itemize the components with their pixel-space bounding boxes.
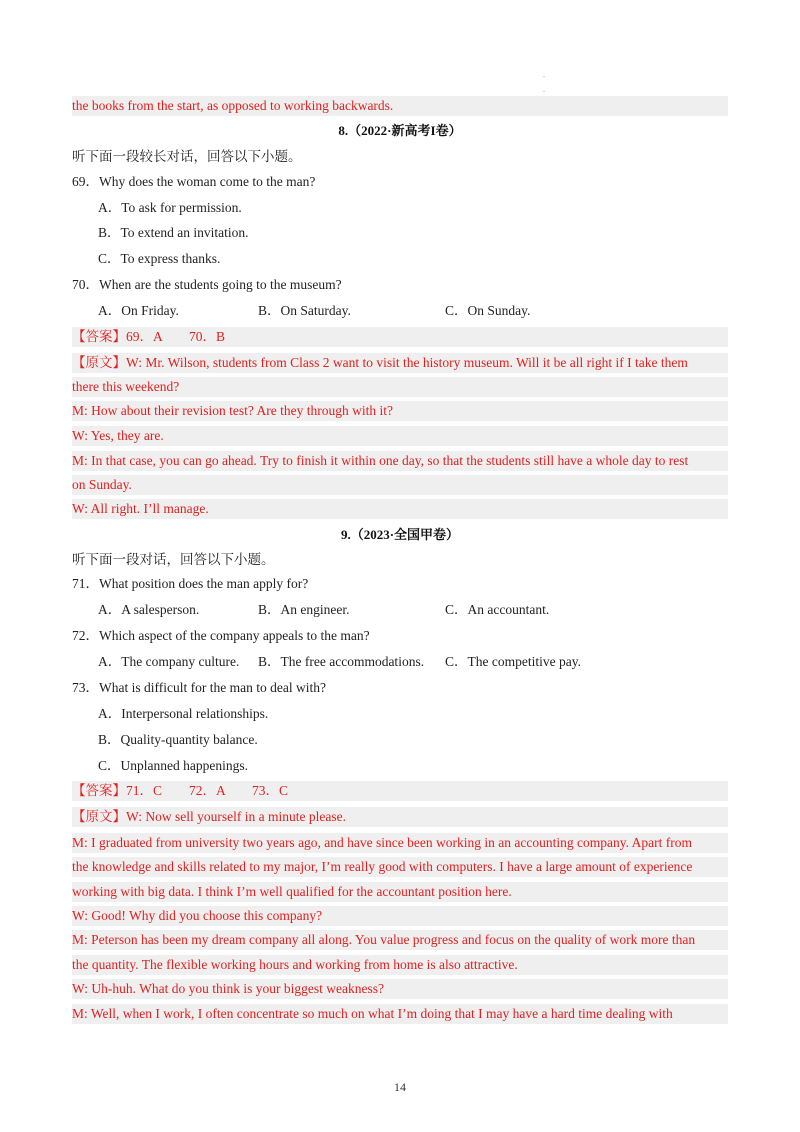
option: B．An engineer. [258,602,350,617]
transcript-line: M: How about their revision test? Are they through with it? [72,401,728,421]
transcript-line: the knowledge and skills related to my major, I’m really good with computers. I have a large amount of experience [72,857,728,877]
question-stem: 69．Why does the woman come to the man? [72,174,316,189]
section-heading: 9.（2023·全国甲卷） [340,527,460,542]
transcript-line: M: I graduated from university two years ago, and have since been working in an accounting company. Apart from [72,833,728,853]
option: A．A salesperson. [98,602,200,617]
question-stem: 73．What is difficult for the man to deal with? [72,680,326,695]
transcript-line: there this weekend? [72,377,728,397]
option: A．Interpersonal relationships. [98,706,269,721]
section-heading: 8.（2022·新高考I卷） [338,123,462,138]
transcript-line: W: Good! Why did you choose this company? [72,906,728,926]
option: B．To extend an invitation. [98,225,249,240]
page-number: 14 [394,1080,406,1094]
transcript-line: M: In that case, you can go ahead. Try to finish it within one day, so that the students still have a whole day to rest [72,451,728,471]
question-stem: 72．Which aspect of the company appeals to the man? [72,628,370,643]
option: C．Unplanned happenings. [98,758,248,773]
transcript-line: W: Uh-huh. What do you think is your biggest weakness? [72,979,728,999]
option: B．The free accommodations. [258,654,425,669]
transcript-line: on Sunday. [72,475,728,495]
option: C．To express thanks. [98,251,221,266]
transcript-line: the quantity. The flexible working hours and working from home is also attractive. [72,955,728,975]
stray-mark: . [543,70,545,79]
option: C．On Sunday. [445,303,531,318]
option: B．Quality-quantity balance. [98,732,258,747]
option: C．The competitive pay. [445,654,581,669]
answer-line: 【答案】69．A 70．B [72,327,728,347]
option: A．To ask for permission. [98,200,242,215]
transcript-line: W: All right. I’ll manage. [72,499,728,519]
option: C．An accountant. [445,602,550,617]
transcript-line: 【原文】W: Mr. Wilson, students from Class 2 want to visit the history museum. Will it be all right if I take them [72,353,728,373]
option: A．On Friday. [98,303,179,318]
question-stem: 70．When are the students going to the museum? [72,277,342,292]
transcript-line: working with big data. I think I’m well qualified for the accountant position here. [72,882,728,902]
transcript-line: the books from the start, as opposed to working backwards. [72,96,728,116]
transcript-line: M: Well, when I work, I often concentrate so much on what I’m doing that I may have a hard time dealing with [72,1004,728,1024]
transcript-line: W: Yes, they are. [72,426,728,446]
transcript-line: M: Peterson has been my dream company all along. You value progress and focus on the quality of work more than [72,930,728,950]
stray-mark: . [543,85,545,94]
answer-line: 【答案】71．C 72．A 73．C [72,781,728,801]
instruction: 听下面一段较长对话，回答以下小题。 [72,149,302,164]
transcript-line: 【原文】W: Now sell yourself in a minute please. [72,807,728,827]
instruction: 听下面一段对话，回答以下小题。 [72,552,275,567]
option: A．The company culture. [98,654,240,669]
question-stem: 71．What position does the man apply for? [72,576,309,591]
option: B．On Saturday. [258,303,351,318]
